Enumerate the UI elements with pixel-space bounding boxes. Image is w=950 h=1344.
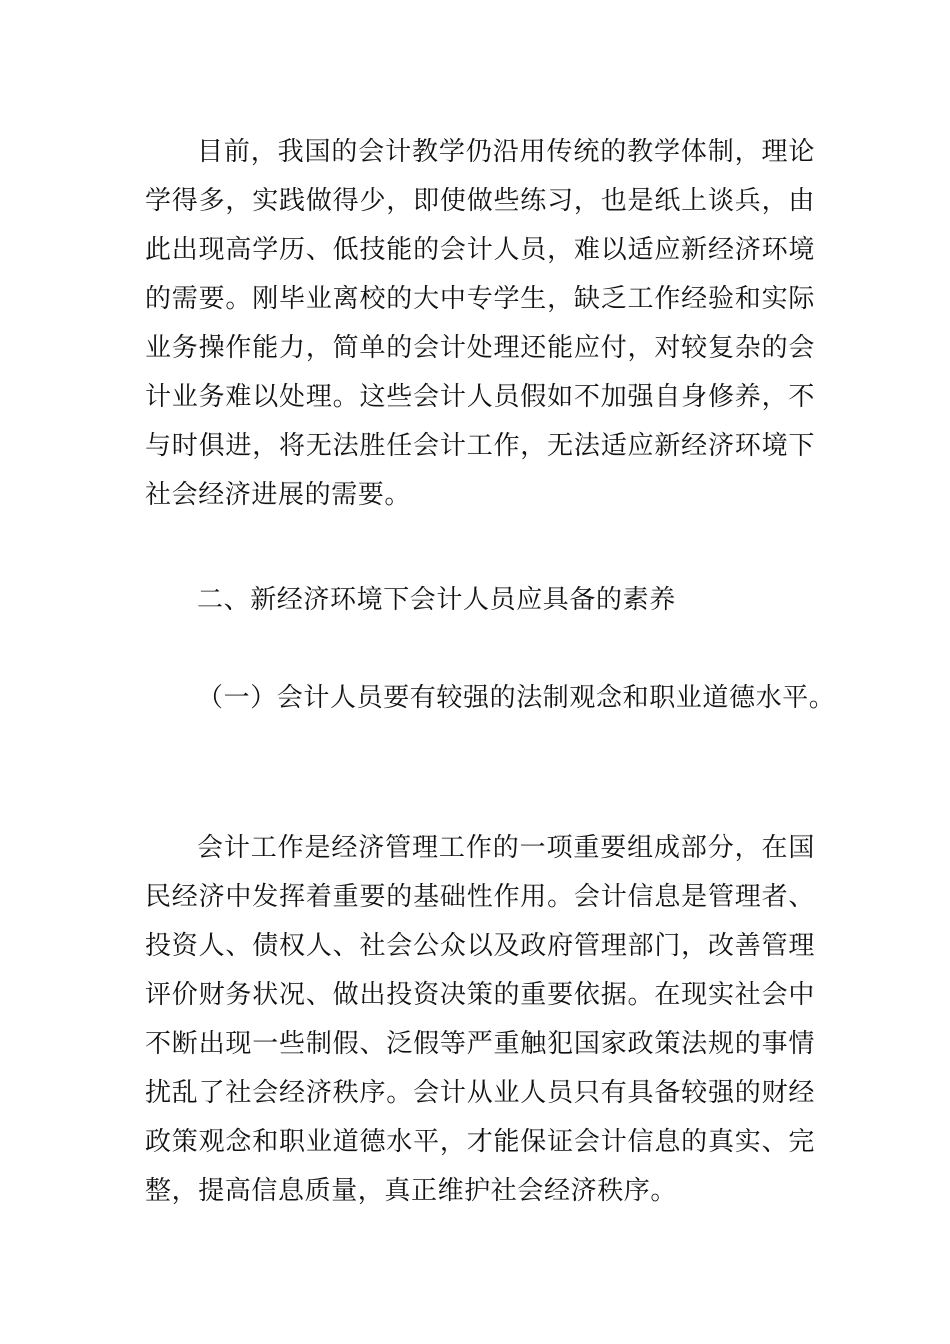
body-paragraph-1: 目前，我国的会计教学仍沿用传统的教学体制，理论学得多，实践做得少，即使做些练习，也是纸上谈兵，由此出现高学历、低技能的会计人员，难以适应新经济环境的需要。刚毕业离校的大中专学生，缺乏工作经验和实际业务操作能力，简单的会计处理还能应付，对较复杂的会计业务难以处理。这些会计人员假如不加强自身修养，不与时俱进，将无法胜任会计工作，无法适应新经济环境下社会经济进展的需要。 [145,137,815,510]
section-heading: 二、新经济环境下会计人员应具备的素养 [197,585,676,615]
subsection-heading: （一）会计人员要有较强的法制观念和职业道德水平。 [197,683,836,713]
body-paragraph-2: 会计工作是经济管理工作的一项重要组成部分，在国民经济中发挥着重要的基础性作用。会计信息是管理者、投资人、债权人、社会公众以及政府管理部门，改善管理评价财务状况、做出投资决策的重要依据。在现实社会中不断出现一些制假、泛假等严重触犯国家政策法规的事情扰乱了社会经济秩序。会计从业人员只有具备较强的财经政策观念和职业道德水平，才能保证会计信息的真实、完整，提高信息质量，真正维护社会经济秩序。 [145,833,815,1206]
